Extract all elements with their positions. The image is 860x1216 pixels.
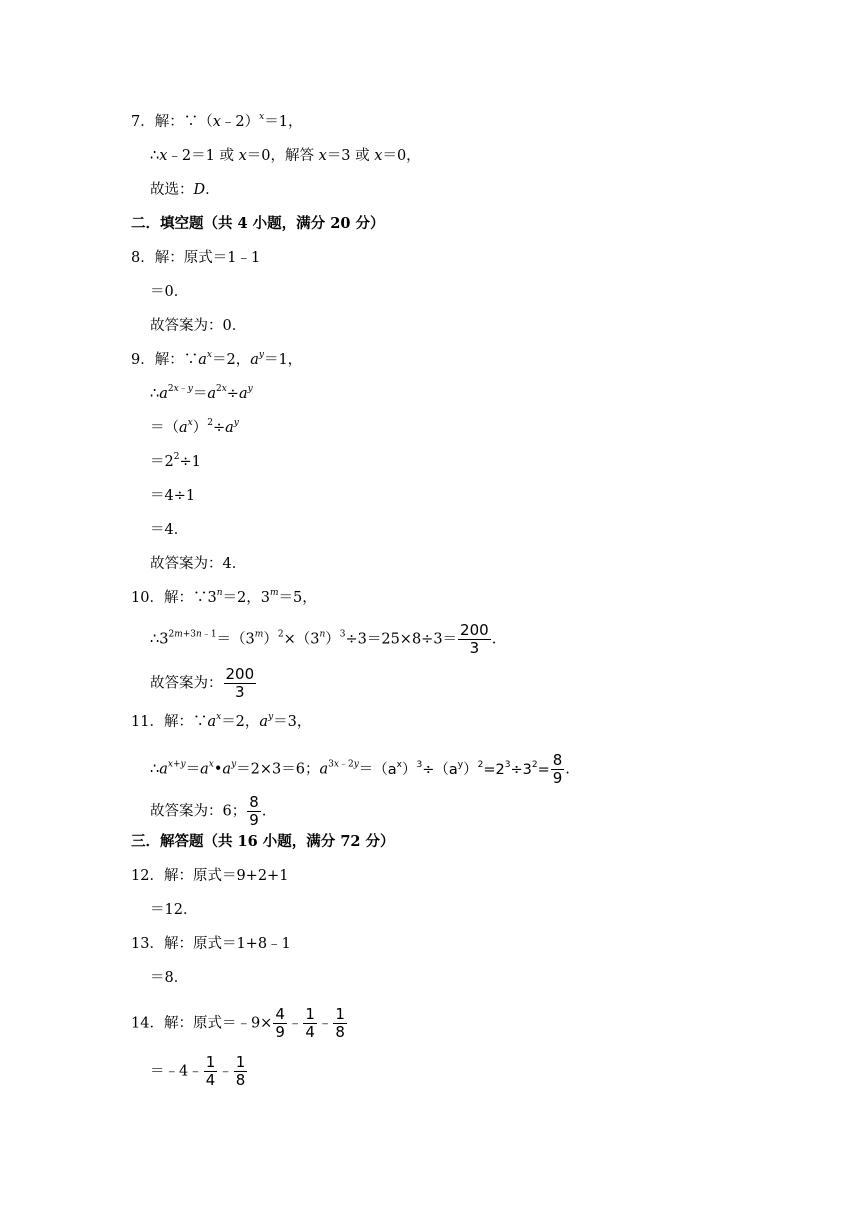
solution-line: 故答案为：4．: [150, 556, 247, 572]
solution-line: 14．解：原式＝﹣9× $\frac{4}{9}$ ﹣ $\frac{1}{4}$ ﹣ $\frac{1}{8}$: [131, 1005, 345, 1041]
solution-line: $\therefore a^{2x﹣y}=a^{2x}\div a^y$: [150, 384, 253, 402]
solution-line: ＝4÷1: [150, 488, 196, 504]
solution-line: $=(a^x)^2\div a^y$: [150, 418, 239, 436]
section-heading: 三．解答题（共 16 小题，满分 72 分）: [131, 833, 395, 850]
solution-line: $=2^2\div 1$: [150, 452, 201, 470]
solution-line: ∴x﹣2＝1 或 x＝0，解答 x＝3 或 x＝0，: [150, 148, 421, 164]
solution-line: ＝12．: [150, 902, 198, 918]
solution-line: 9．解：$\because a^x=2$，$a^y=1$，: [131, 350, 303, 368]
solution-line: 故答案为：6； $\frac{8}{9}$ .: [150, 793, 267, 829]
solution-line: 故答案为：0．: [150, 318, 247, 334]
solution-line: 11．解：$\because a^x=2$，$a^y=3$，: [131, 712, 312, 730]
solution-line: ＝4．: [150, 522, 189, 538]
solution-line: 故答案为： $\frac{200}{3}$: [150, 665, 255, 701]
solution-line: 12．解：原式＝9+2+1: [131, 868, 289, 884]
solution-line: ＝8．: [150, 970, 189, 986]
solution-line: $\therefore 3^{2m+3n﹣1}=(3^m)^2\times(3^n)^3\div 3=25\times 8\div 3=$ $\frac{200}{3}$ .: [150, 621, 497, 657]
solution-line: ＝﹣4﹣ $\frac{1}{4}$ ﹣ $\frac{1}{8}$: [150, 1053, 246, 1089]
solution-line: ＝0．: [150, 284, 189, 300]
solution-line: 10．解：$\because 3^n=2$，$3^m=5$，: [131, 588, 317, 606]
solution-line: 故选：D．: [150, 182, 220, 198]
solution-line: 13．解：原式＝1+8﹣1: [131, 936, 291, 952]
solution-line: 8．解：原式＝1﹣1: [131, 250, 261, 266]
section-heading: 二．填空题（共 4 小题，满分 20 分）: [131, 215, 385, 232]
solution-line: 7．解：∵（x﹣2）$^x$＝1，: [131, 112, 303, 130]
solution-line: $\therefore a^{x+y}=a^x•a^y=2\times 3=6$；$a^{3x﹣2y}=(a^x)^3\div(a^y)^2=2^3\div 3^2=$ $\frac{8}{9}$ .: [150, 751, 570, 787]
